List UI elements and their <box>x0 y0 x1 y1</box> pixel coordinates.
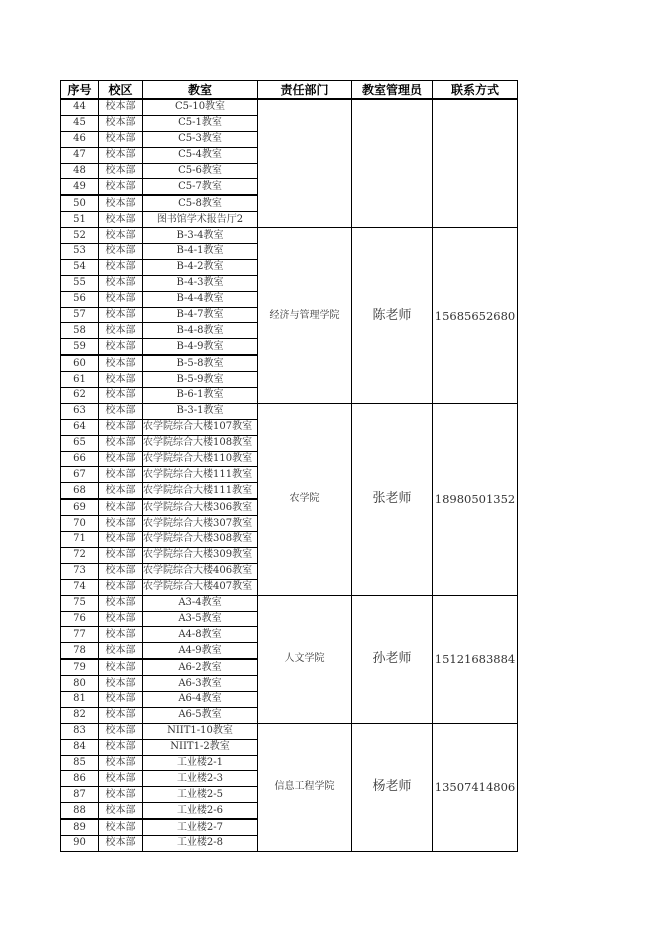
row-index: 48 <box>61 163 99 179</box>
header-campus: 校区 <box>99 81 143 100</box>
row-campus: 校本部 <box>99 435 143 451</box>
row-index: 67 <box>61 467 99 483</box>
row-classroom: 农学院综合大楼308教室 <box>143 532 258 548</box>
contact-cell: 13507414806 <box>433 723 518 851</box>
row-index: 57 <box>61 307 99 323</box>
row-index: 78 <box>61 643 99 659</box>
row-campus: 校本部 <box>99 419 143 435</box>
row-classroom: 工业楼2-6 <box>143 803 258 819</box>
header-contact: 联系方式 <box>433 81 518 100</box>
row-index: 54 <box>61 259 99 275</box>
row-campus: 校本部 <box>99 499 143 515</box>
row-campus: 校本部 <box>99 676 143 692</box>
row-campus: 校本部 <box>99 659 143 675</box>
row-classroom: 农学院综合大楼110教室 <box>143 451 258 467</box>
row-campus: 校本部 <box>99 739 143 755</box>
table-body <box>61 99 518 851</box>
row-campus: 校本部 <box>99 627 143 643</box>
row-campus: 校本部 <box>99 691 143 707</box>
row-classroom: 农学院综合大楼111教室 <box>143 483 258 499</box>
department-cell: 信息工程学院 <box>258 723 352 851</box>
row-classroom: C5-1教室 <box>143 115 258 131</box>
row-classroom: B-3-1教室 <box>143 403 258 419</box>
row-campus: 校本部 <box>99 723 143 739</box>
row-index: 82 <box>61 707 99 723</box>
row-classroom: 工业楼2-7 <box>143 819 258 835</box>
row-classroom: B-4-7教室 <box>143 307 258 323</box>
row-index: 72 <box>61 547 99 563</box>
row-campus: 校本部 <box>99 643 143 659</box>
row-classroom: A4-8教室 <box>143 627 258 643</box>
row-index: 74 <box>61 579 99 595</box>
row-classroom: A6-2教室 <box>143 659 258 675</box>
row-index: 84 <box>61 739 99 755</box>
row-classroom: B-5-9教室 <box>143 372 258 388</box>
row-campus: 校本部 <box>99 707 143 723</box>
row-index: 53 <box>61 244 99 260</box>
row-campus: 校本部 <box>99 532 143 548</box>
row-index: 90 <box>61 835 99 851</box>
row-campus: 校本部 <box>99 563 143 579</box>
row-campus: 校本部 <box>99 451 143 467</box>
row-campus: 校本部 <box>99 163 143 179</box>
contact-cell: 18980501352 <box>433 403 518 595</box>
contact-cell <box>433 99 518 228</box>
row-campus: 校本部 <box>99 244 143 260</box>
row-campus: 校本部 <box>99 819 143 835</box>
row-index: 62 <box>61 388 99 404</box>
row-index: 46 <box>61 131 99 147</box>
contact-cell: 15685652680 <box>433 228 518 404</box>
row-campus: 校本部 <box>99 228 143 244</box>
row-index: 76 <box>61 611 99 627</box>
row-index: 75 <box>61 595 99 611</box>
row-campus: 校本部 <box>99 212 143 228</box>
row-classroom: 农学院综合大楼306教室 <box>143 499 258 515</box>
row-campus: 校本部 <box>99 595 143 611</box>
row-classroom: A3-4教室 <box>143 595 258 611</box>
row-classroom: 图书馆学术报告厅2 <box>143 212 258 228</box>
row-campus: 校本部 <box>99 579 143 595</box>
row-index: 73 <box>61 563 99 579</box>
row-campus: 校本部 <box>99 771 143 787</box>
row-index: 86 <box>61 771 99 787</box>
row-classroom: C5-4教室 <box>143 147 258 163</box>
row-classroom: 工业楼2-5 <box>143 787 258 803</box>
row-campus: 校本部 <box>99 803 143 819</box>
row-classroom: A6-5教室 <box>143 707 258 723</box>
row-campus: 校本部 <box>99 755 143 771</box>
row-classroom: B-4-2教室 <box>143 259 258 275</box>
row-classroom: B-4-1教室 <box>143 244 258 260</box>
row-classroom: A6-3教室 <box>143 676 258 692</box>
row-classroom: B-5-8教室 <box>143 355 258 371</box>
row-campus: 校本部 <box>99 339 143 355</box>
row-classroom: B-4-4教室 <box>143 291 258 307</box>
row-index: 44 <box>61 99 99 115</box>
department-cell: 农学院 <box>258 403 352 595</box>
row-classroom: 农学院综合大楼108教室 <box>143 435 258 451</box>
row-classroom: A3-5教室 <box>143 611 258 627</box>
row-campus: 校本部 <box>99 467 143 483</box>
row-classroom: C5-6教室 <box>143 163 258 179</box>
admin-cell: 孙老师 <box>352 595 433 723</box>
row-campus: 校本部 <box>99 195 143 211</box>
row-index: 70 <box>61 516 99 532</box>
row-index: 55 <box>61 275 99 291</box>
row-campus: 校本部 <box>99 355 143 371</box>
row-classroom: 农学院综合大楼307教室 <box>143 516 258 532</box>
row-index: 87 <box>61 787 99 803</box>
row-classroom: C5-7教室 <box>143 179 258 195</box>
row-campus: 校本部 <box>99 259 143 275</box>
row-campus: 校本部 <box>99 307 143 323</box>
row-classroom: 农学院综合大楼309教室 <box>143 547 258 563</box>
row-classroom: C5-3教室 <box>143 131 258 147</box>
admin-cell: 杨老师 <box>352 723 433 851</box>
department-cell: 人文学院 <box>258 595 352 723</box>
row-classroom: B-6-1教室 <box>143 388 258 404</box>
row-index: 81 <box>61 691 99 707</box>
row-classroom: NIIT1-10教室 <box>143 723 258 739</box>
classroom-table <box>60 80 518 852</box>
row-index: 85 <box>61 755 99 771</box>
row-index: 65 <box>61 435 99 451</box>
row-index: 89 <box>61 819 99 835</box>
admin-cell: 张老师 <box>352 403 433 595</box>
row-index: 51 <box>61 212 99 228</box>
row-index: 66 <box>61 451 99 467</box>
row-classroom: NIIT1-2教室 <box>143 739 258 755</box>
row-campus: 校本部 <box>99 483 143 499</box>
row-classroom: A4-9教室 <box>143 643 258 659</box>
row-index: 69 <box>61 499 99 515</box>
row-classroom: A6-4教室 <box>143 691 258 707</box>
row-campus: 校本部 <box>99 275 143 291</box>
row-campus: 校本部 <box>99 291 143 307</box>
row-index: 64 <box>61 419 99 435</box>
table-row <box>61 723 518 739</box>
row-index: 68 <box>61 483 99 499</box>
row-index: 56 <box>61 291 99 307</box>
row-classroom: 工业楼2-1 <box>143 755 258 771</box>
row-index: 80 <box>61 676 99 692</box>
table-row <box>61 403 518 419</box>
row-index: 77 <box>61 627 99 643</box>
row-campus: 校本部 <box>99 388 143 404</box>
row-campus: 校本部 <box>99 787 143 803</box>
row-index: 79 <box>61 659 99 675</box>
header-classroom: 教室 <box>143 81 258 100</box>
row-classroom: B-4-8教室 <box>143 323 258 339</box>
department-cell: 经济与管理学院 <box>258 228 352 404</box>
table-row <box>61 228 518 244</box>
row-classroom: C5-10教室 <box>143 99 258 115</box>
row-index: 61 <box>61 372 99 388</box>
row-index: 59 <box>61 339 99 355</box>
row-classroom: B-4-9教室 <box>143 339 258 355</box>
header-department: 责任部门 <box>258 81 352 100</box>
admin-cell <box>352 99 433 228</box>
row-index: 58 <box>61 323 99 339</box>
row-index: 60 <box>61 355 99 371</box>
row-index: 52 <box>61 228 99 244</box>
row-classroom: 农学院综合大楼111教室 <box>143 467 258 483</box>
row-campus: 校本部 <box>99 131 143 147</box>
row-campus: 校本部 <box>99 323 143 339</box>
contact-cell: 15121683884 <box>433 595 518 723</box>
row-campus: 校本部 <box>99 403 143 419</box>
row-classroom: B-4-3教室 <box>143 275 258 291</box>
row-classroom: 农学院综合大楼407教室 <box>143 579 258 595</box>
admin-cell: 陈老师 <box>352 228 433 404</box>
row-index: 63 <box>61 403 99 419</box>
row-campus: 校本部 <box>99 547 143 563</box>
row-campus: 校本部 <box>99 372 143 388</box>
row-campus: 校本部 <box>99 115 143 131</box>
row-campus: 校本部 <box>99 835 143 851</box>
table-row <box>61 595 518 611</box>
row-campus: 校本部 <box>99 99 143 115</box>
header-index: 序号 <box>61 81 99 100</box>
row-campus: 校本部 <box>99 147 143 163</box>
row-campus: 校本部 <box>99 179 143 195</box>
header-row <box>61 81 518 100</box>
row-classroom: 工业楼2-3 <box>143 771 258 787</box>
row-campus: 校本部 <box>99 611 143 627</box>
row-index: 88 <box>61 803 99 819</box>
row-index: 71 <box>61 532 99 548</box>
row-index: 49 <box>61 179 99 195</box>
row-classroom: C5-8教室 <box>143 195 258 211</box>
row-index: 45 <box>61 115 99 131</box>
row-classroom: 农学院综合大楼107教室 <box>143 419 258 435</box>
row-classroom: 农学院综合大楼406教室 <box>143 563 258 579</box>
table-row <box>61 99 518 115</box>
department-cell <box>258 99 352 228</box>
row-campus: 校本部 <box>99 516 143 532</box>
row-index: 50 <box>61 195 99 211</box>
row-classroom: 工业楼2-8 <box>143 835 258 851</box>
row-index: 47 <box>61 147 99 163</box>
row-classroom: B-3-4教室 <box>143 228 258 244</box>
row-index: 83 <box>61 723 99 739</box>
header-admin: 教室管理员 <box>352 81 433 100</box>
